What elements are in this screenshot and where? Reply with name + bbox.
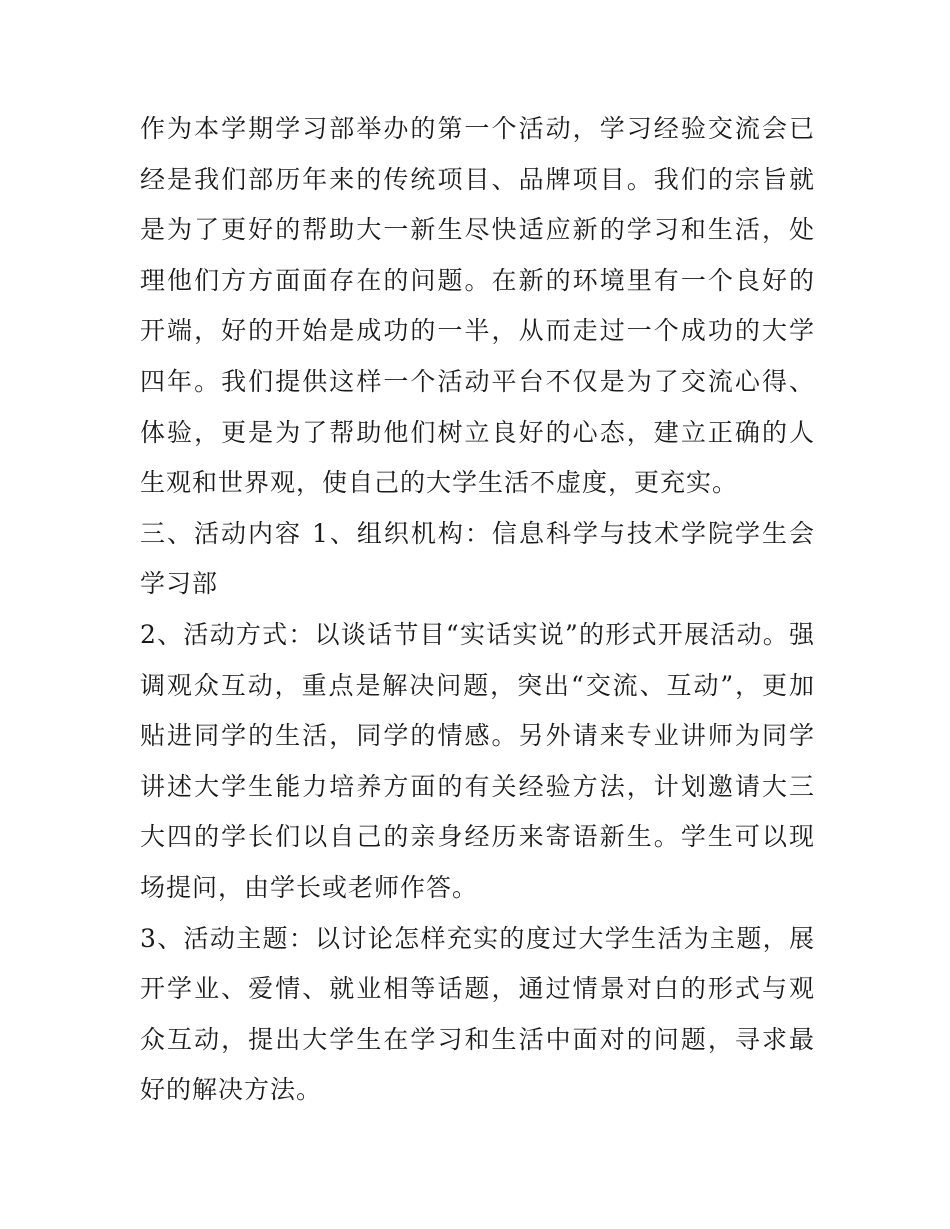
document-body [140,104,815,1116]
paragraph-activity-content: 三、活动内容 1、组织机构：信息科学与技术学院学生会学习部 [140,518,815,599]
paragraph-activity-method: 2、活动方式：以谈话节目“实话实说”的形式开展活动。强调观众互动，重点是解决问题，突出“交流、互动”，更加贴进同学的生活，同学的情感。另外请来专业讲师为同学讲述大学生能力培养方面的有关经验方法，计划邀请大三大四的学长们以自己的亲身经历来寄语新生。学生可以现场提问，由学长或老师作答。 [140,619,815,902]
paragraph-activity-theme: 3、活动主题：以讨论怎样充实的度过大学生活为主题，展开学业、爱情、就业相等话题，通过情景对白的形式与观众互动，提出大学生在学习和生活中面对的问题，寻求最好的解决方法。 [140,923,815,1105]
paragraph-purpose: 作为本学期学习部举办的第一个活动，学习经验交流会已经是我们部历年来的传统项目、品牌项目。我们的宗旨就是为了更好的帮助大一新生尽快适应新的学习和生活，处理他们方方面面存在的问题。在新的环境里有一个良好的开端，好的开始是成功的一半，从而走过一个成功的大学四年。我们提供这样一个活动平台不仅是为了交流心得、体验，更是为了帮助他们树立良好的心态，建立正确的人生观和世界观，使自己的大学生活不虚度，更充实。 [140,114,815,498]
